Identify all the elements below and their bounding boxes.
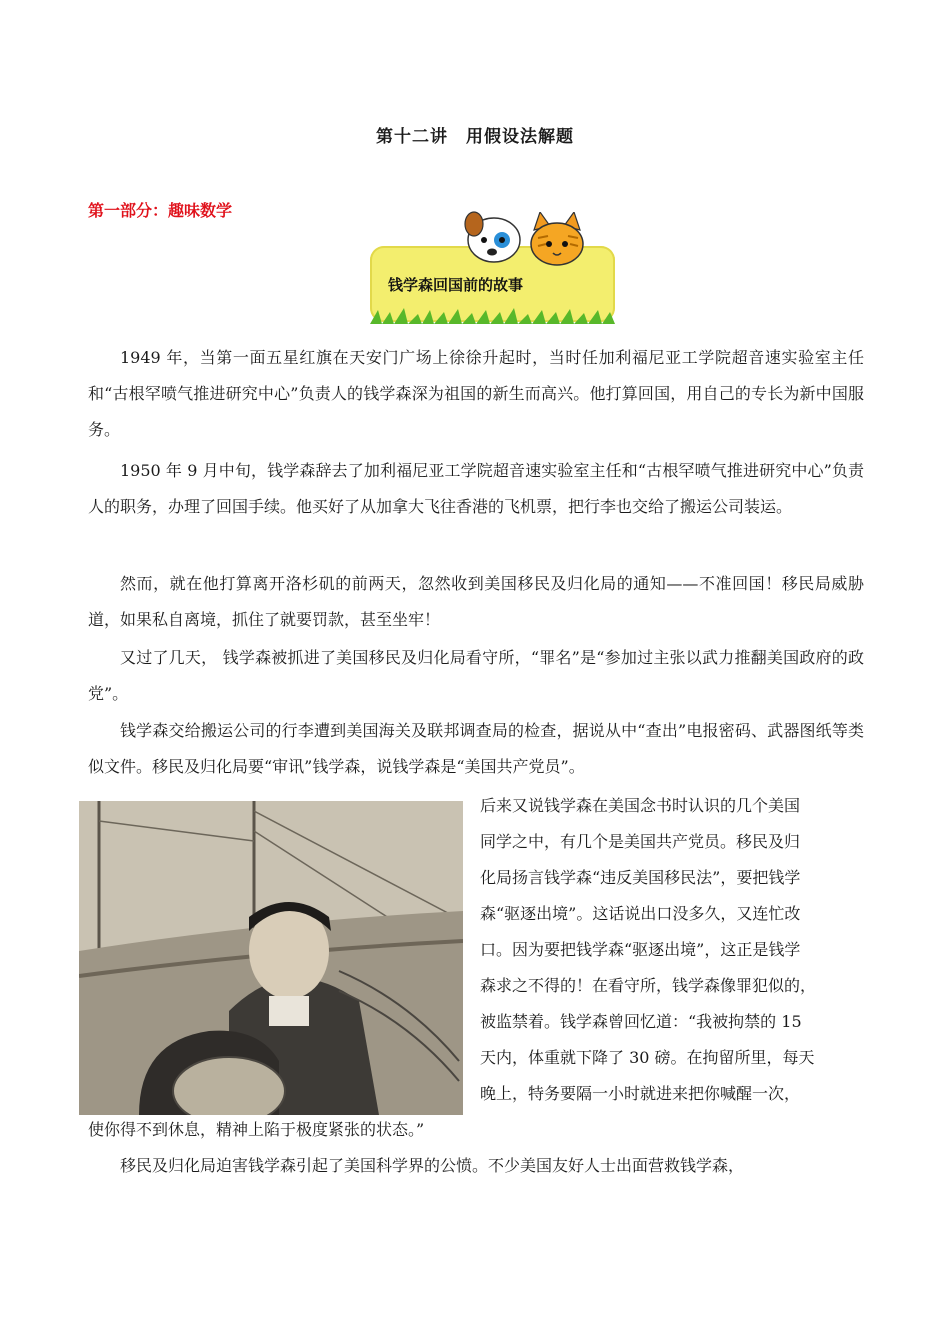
wrap-line-5: 口。因为要把钱学森“驱逐出境”，这正是钱学 [480,940,801,959]
photo-illustration [79,801,463,1115]
story-banner [370,210,615,322]
wrap-line-1: 后来又说钱学森在美国念书时认识的几个美国 [480,796,801,815]
section-heading: 第一部分：趣味数学 [88,201,233,220]
wrap-line-7: 被监禁着。钱学森曾回忆道：“我被拘禁的 15 [480,1012,802,1031]
paragraph-6: 移民及归化局迫害钱学森引起了美国科学界的公愤。不少美国友好人士出面营救钱学森， [120,1156,745,1175]
wrap-line-2: 同学之中，有几个是美国共产党员。移民及归 [480,832,801,851]
grass-decoration [370,306,615,324]
banner-title: 钱学森回国前的故事 [388,276,524,294]
qian-xuesen-photo [79,801,463,1115]
cat-cartoon-icon [526,212,588,268]
wrap-line-4: 森“驱逐出境”。这话说出口没多久，又连忙改 [480,904,801,923]
paragraph-1: 1949 年，当第一面五星红旗在天安门广场上徐徐升起时，当时任加利福尼亚工学院超音速实验室主任和“古根罕喷气推进研究中心”负责人的钱学森深为祖国的新生而高兴。他打算回国，用自己的专长为新中国服务。 [88,348,864,439]
page-title: 第十二讲 用假设法解题 [376,127,574,147]
paragraph-5: 钱学森交给搬运公司的行李遭到美国海关及联邦调查局的检查，据说从中“查出”电报密码、武器图纸等类似文件。移民及归化局要“审讯”钱学森，说钱学森是“美国共产党员”。 [88,721,864,776]
wrap-line-6: 森求之不得的！在看守所，钱学森像罪犯似的， [480,976,817,995]
paragraph-3: 然而，就在他打算离开洛杉矶的前两天，忽然收到美国移民及归化局的通知——不准回国！移民局威胁道，如果私自离境，抓住了就要罚款，甚至坐牢！ [88,574,864,629]
paragraph-4: 又过了几天， 钱学森被抓进了美国移民及归化局看守所，“罪名”是“参加过主张以武力推翻美国政府的政党”。 [88,648,864,703]
after-wrap-line: 使你得不到休息，精神上陷于极度紧张的状态。” [88,1120,425,1139]
paragraph-2: 1950 年 9 月中旬，钱学森辞去了加利福尼亚工学院超音速实验室主任和“古根罕喷气推进研究中心”负责人的职务，办理了回国手续。他买好了从加拿大飞往香港的飞机票，把行李也交给了搬运公司装运。 [88,461,864,516]
dog-cartoon-icon [462,210,526,268]
wrap-line-9: 晚上，特务要隔一小时就进来把你喊醒一次， [480,1084,801,1103]
wrap-line-8: 天内，体重就下降了 30 磅。在拘留所里，每天 [480,1048,815,1067]
wrap-line-3: 化局扬言钱学森“违反美国移民法”，要把钱学 [480,868,801,887]
